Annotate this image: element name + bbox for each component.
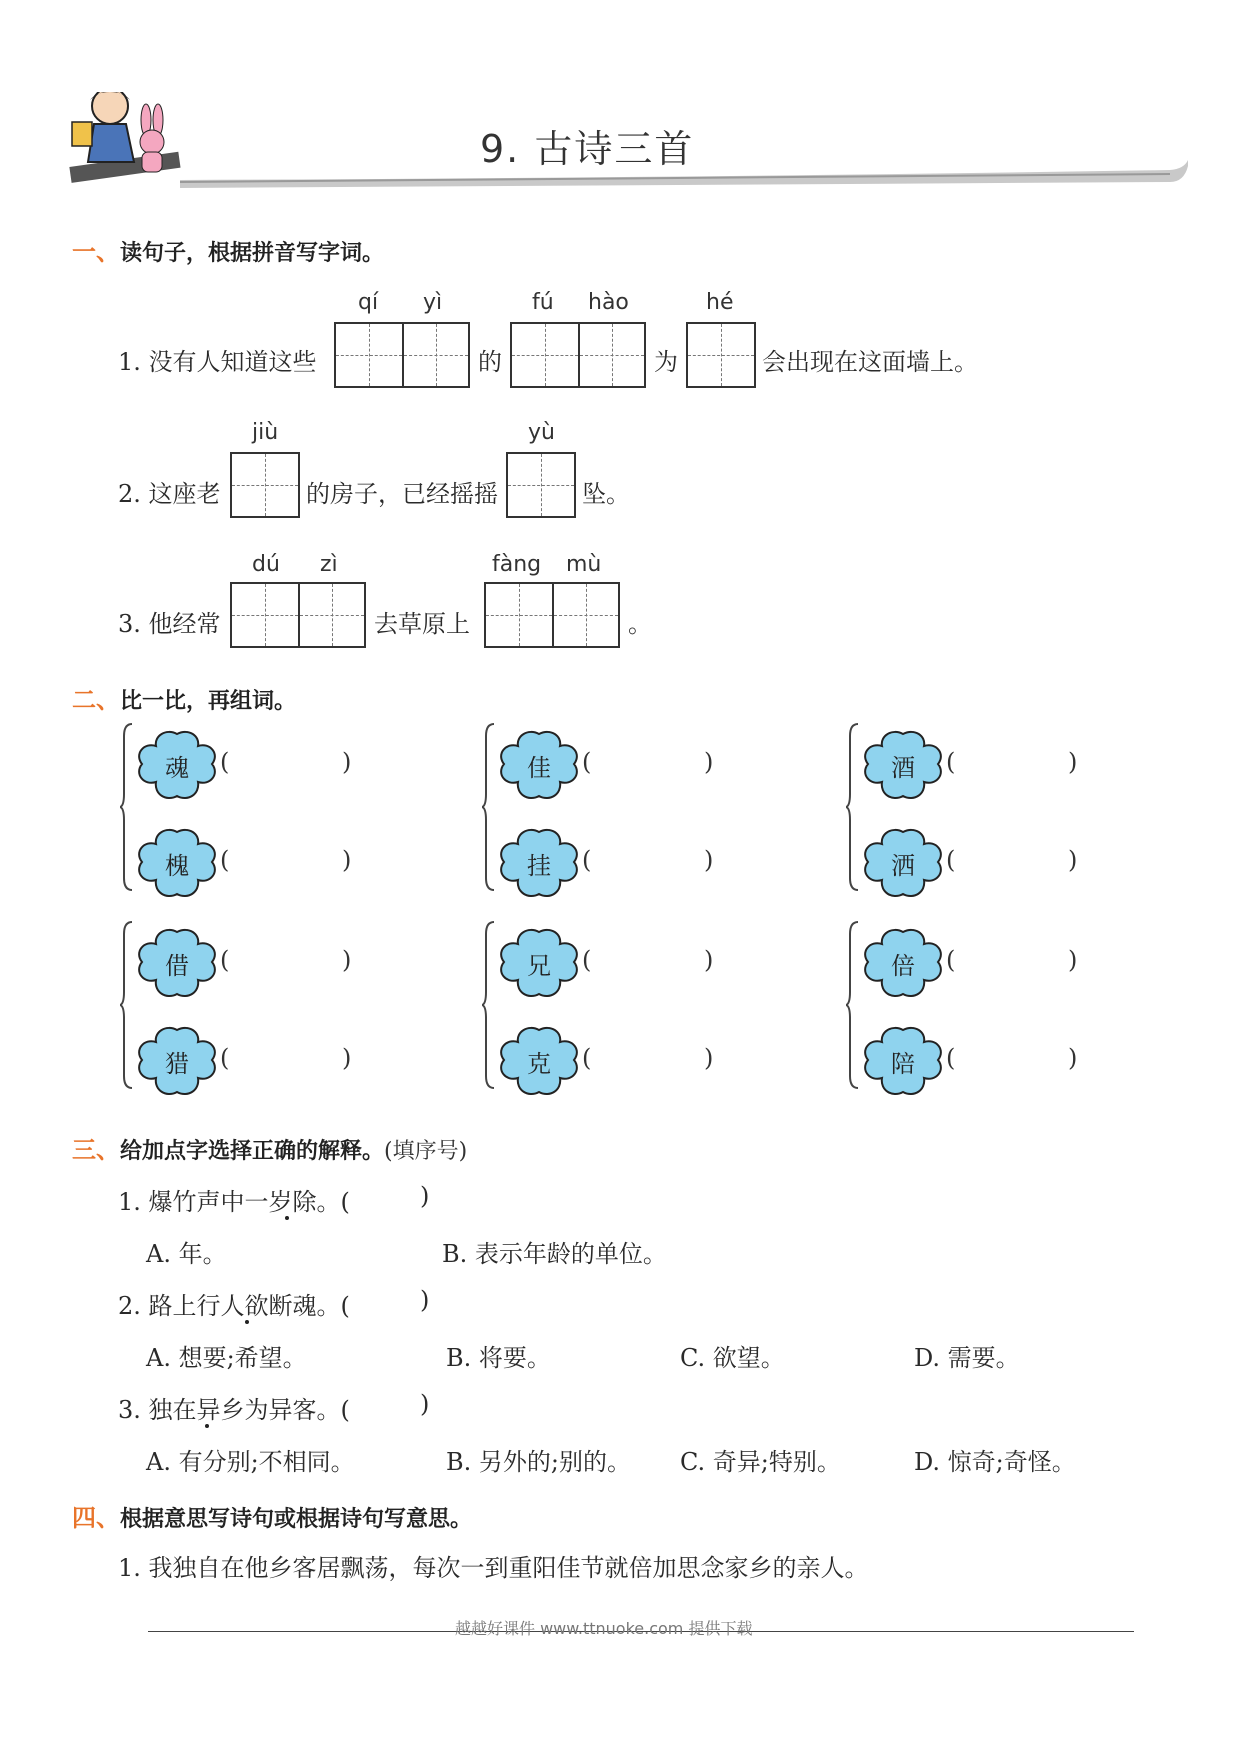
q1-prefix: 1. 没有人知道这些: [118, 348, 317, 376]
q2-answer-box-yu[interactable]: [506, 452, 576, 518]
group-brace: [846, 920, 860, 1090]
q2-answer-box-jiu[interactable]: [230, 452, 300, 518]
flower-char-card: [860, 1024, 946, 1098]
s3-q1-option-a: A. 年。: [146, 1240, 227, 1268]
girl-reading-illustration: [60, 92, 190, 202]
pinyin-fu: fú: [532, 290, 554, 315]
pinyin-yi: yì: [423, 290, 443, 315]
flower-char-card: [496, 728, 582, 802]
answer-paren-open[interactable]: (: [946, 1044, 956, 1072]
section3-note: (填序号): [384, 1139, 468, 1164]
emphasis-dot: [205, 1424, 209, 1428]
answer-paren-open[interactable]: (: [946, 748, 956, 776]
flower-char-card: [134, 728, 220, 802]
answer-paren-close[interactable]: ): [342, 946, 352, 974]
compare-char: 借: [165, 951, 189, 980]
page-title: 9. 古诗三首: [480, 127, 695, 171]
pinyin-he: hé: [706, 290, 734, 315]
q3-suffix: 。: [628, 610, 652, 638]
answer-paren-close[interactable]: ): [1068, 748, 1078, 776]
group-brace: [846, 722, 860, 892]
s3-q3-close[interactable]: ): [420, 1390, 430, 1418]
s3-q1-close[interactable]: ): [420, 1182, 430, 1210]
answer-paren-close[interactable]: ): [1068, 946, 1078, 974]
s3-q1-option-b: B. 表示年龄的单位。: [442, 1240, 667, 1268]
answer-paren-open[interactable]: (: [582, 946, 592, 974]
section4-number: 四、: [72, 1504, 120, 1532]
section4-heading-text: 根据意思写诗句或根据诗句写意思。: [120, 1507, 473, 1532]
q1-mid1: 的: [478, 348, 502, 376]
flower-char-card: [134, 1024, 220, 1098]
s3-q3-option-a: A. 有分别;不相同。: [146, 1448, 355, 1476]
flower-char-card: [134, 926, 220, 1000]
compare-char: 洒: [891, 851, 915, 880]
pinyin-du: dú: [252, 552, 280, 577]
section1-heading-text: 读句子，根据拼音写字词。: [120, 241, 385, 266]
compare-char: 兄: [527, 951, 551, 980]
answer-paren-close[interactable]: ): [704, 846, 714, 874]
answer-paren-close[interactable]: ): [342, 1044, 352, 1072]
answer-paren-open[interactable]: (: [220, 846, 230, 874]
pinyin-fang: fàng: [492, 552, 542, 577]
flower-char-card: [496, 926, 582, 1000]
footer-text: 越越好课件 www.ttnuoke.com 提供下载: [455, 1619, 753, 1638]
q2-suffix: 坠。: [582, 480, 630, 508]
answer-paren-close[interactable]: ): [704, 748, 714, 776]
pinyin-zi: zì: [320, 552, 338, 577]
section3-number: 三、: [72, 1136, 120, 1164]
group-brace: [482, 722, 496, 892]
q1-answer-box-qiyi[interactable]: [334, 322, 470, 388]
answer-paren-open[interactable]: (: [220, 946, 230, 974]
s3-q3-option-d: D. 惊奇;奇怪。: [914, 1448, 1076, 1476]
compare-char: 魂: [165, 753, 189, 782]
compare-char: 酒: [891, 753, 915, 782]
flower-char-card: [860, 728, 946, 802]
q3-mid1: 去草原上: [374, 610, 470, 638]
q2-mid1: 的房子，已经摇摇: [306, 480, 498, 508]
s3-q2-option-c: C. 欲望。: [680, 1344, 785, 1372]
answer-paren-close[interactable]: ): [704, 946, 714, 974]
section2-heading: [72, 680, 296, 715]
q1-answer-box-he[interactable]: [686, 322, 756, 388]
compare-char: 猎: [165, 1049, 189, 1078]
s3-q2-close[interactable]: ): [420, 1286, 430, 1314]
pinyin-yu: yù: [528, 420, 555, 445]
s3-q3-option-b: B. 另外的;别的。: [446, 1448, 631, 1476]
compare-char: 佳: [527, 753, 551, 782]
s3-q3-option-c: C. 奇异;特别。: [680, 1448, 841, 1476]
pinyin-qi: qí: [358, 290, 379, 315]
q3-answer-box-duzi[interactable]: [230, 582, 366, 648]
compare-char: 挂: [527, 851, 551, 880]
answer-paren-close[interactable]: ): [1068, 846, 1078, 874]
group-brace: [482, 920, 496, 1090]
answer-paren-close[interactable]: ): [342, 748, 352, 776]
q1-suffix: 会出现在这面墙上。: [762, 348, 978, 376]
answer-paren-open[interactable]: (: [582, 748, 592, 776]
answer-paren-close[interactable]: ): [704, 1044, 714, 1072]
emphasis-dot: [285, 1216, 289, 1220]
s3-q2-option-d: D. 需要。: [914, 1344, 1020, 1372]
pinyin-mu: mù: [566, 552, 602, 577]
answer-paren-close[interactable]: ): [1068, 1044, 1078, 1072]
section1-number: 一、: [72, 238, 120, 266]
section3-heading-text: 给加点字选择正确的解释。: [120, 1139, 385, 1164]
s3-q2-option-b: B. 将要。: [446, 1344, 551, 1372]
flower-char-card: [860, 826, 946, 900]
s3-q2-option-a: A. 想要;希望。: [146, 1344, 307, 1372]
flower-char-card: [860, 926, 946, 1000]
answer-paren-close[interactable]: ): [342, 846, 352, 874]
answer-paren-open[interactable]: (: [220, 748, 230, 776]
compare-char: 倍: [891, 951, 915, 980]
pinyin-jiu: jiù: [252, 420, 279, 445]
section4-heading: [72, 1498, 472, 1533]
compare-char: 陪: [891, 1049, 915, 1078]
s3-q3-stem: 3. 独在异乡为异客。(: [118, 1396, 350, 1424]
q2-prefix: 2. 这座老: [118, 480, 221, 508]
s3-q1-stem: 1. 爆竹声中一岁除。(: [118, 1188, 350, 1216]
group-brace: [120, 920, 134, 1090]
q1-mid2: 为: [654, 348, 678, 376]
compare-char: 克: [527, 1049, 551, 1078]
section2-number: 二、: [72, 686, 120, 714]
answer-paren-open[interactable]: (: [946, 946, 956, 974]
s4-q1-text: 1. 我独自在他乡客居飘荡，每次一到重阳佳节就倍加思念家乡的亲人。: [118, 1554, 869, 1582]
answer-paren-open[interactable]: (: [220, 1044, 230, 1072]
section3-heading: [72, 1130, 467, 1165]
answer-paren-open[interactable]: (: [582, 846, 592, 874]
group-brace: [120, 722, 134, 892]
emphasis-dot: [245, 1320, 249, 1324]
answer-paren-open[interactable]: (: [582, 1044, 592, 1072]
q3-answer-box-fangmu[interactable]: [484, 582, 620, 648]
compare-char: 槐: [165, 851, 189, 880]
flower-char-card: [496, 1024, 582, 1098]
s3-q2-stem: 2. 路上行人欲断魂。(: [118, 1292, 350, 1320]
q1-answer-box-fuhao[interactable]: [510, 322, 646, 388]
section1-heading: [72, 232, 384, 267]
section2-heading-text: 比一比，再组词。: [120, 689, 297, 714]
q3-prefix: 3. 他经常: [118, 610, 221, 638]
pinyin-hao: hào: [588, 290, 629, 315]
flower-char-card: [496, 826, 582, 900]
flower-char-card: [134, 826, 220, 900]
answer-paren-open[interactable]: (: [946, 846, 956, 874]
